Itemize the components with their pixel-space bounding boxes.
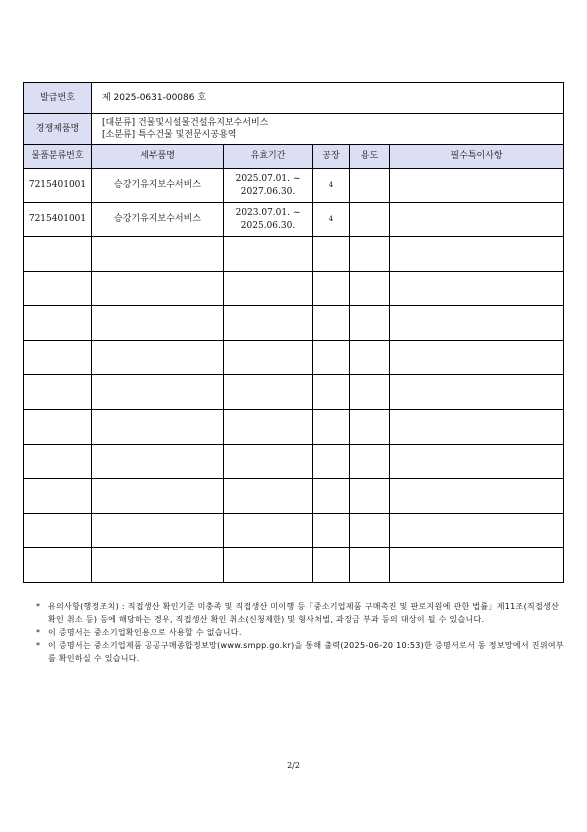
col-header-code: 물품분류번호: [24, 145, 92, 169]
empty-cell: [24, 306, 92, 341]
empty-cell: [224, 479, 313, 514]
empty-table-row: [24, 409, 564, 444]
product-name-label: 경쟁제품명: [24, 114, 92, 145]
empty-cell: [92, 306, 224, 341]
empty-table-row: [24, 513, 564, 548]
empty-cell: [390, 513, 564, 548]
cell-factory: 4: [313, 203, 350, 237]
cell-note: [390, 169, 564, 203]
empty-cell: [313, 237, 350, 272]
cell-item: 승강기유지보수서비스: [92, 203, 224, 237]
empty-table-row: [24, 548, 564, 583]
minor-category: [소분류] 특수건물 및전문시공용역: [102, 130, 237, 140]
empty-cell: [92, 409, 224, 444]
empty-cell: [350, 271, 390, 306]
empty-cell: [224, 548, 313, 583]
empty-cell: [313, 271, 350, 306]
note-item: [36, 639, 566, 665]
note-marker: *: [36, 628, 41, 637]
empty-table-row: [24, 479, 564, 514]
col-header-validity: 유효기간: [224, 145, 313, 169]
empty-cell: [350, 444, 390, 479]
empty-cell: [224, 237, 313, 272]
empty-table-row: [24, 271, 564, 306]
empty-cell: [313, 479, 350, 514]
empty-cell: [224, 271, 313, 306]
cell-code: 7215401001: [24, 203, 92, 237]
column-header-row: [24, 145, 564, 169]
note-text: 이 증명서는 중소기업제품 공공구매종합정보망(www.smpp.go.kr)을 통해 출력(2025-06-20 10:53)한 증명서로서 동 정보망에서 진위여부를 확인하실 수 있습니다.: [48, 641, 564, 663]
col-header-item: 세부품명: [92, 145, 224, 169]
empty-table-row: [24, 306, 564, 341]
empty-cell: [24, 237, 92, 272]
cell-usage: [350, 203, 390, 237]
empty-cell: [224, 513, 313, 548]
note-marker: *: [36, 641, 41, 650]
empty-cell: [313, 444, 350, 479]
empty-cell: [313, 513, 350, 548]
empty-cell: [390, 444, 564, 479]
empty-cell: [390, 479, 564, 514]
cell-validity: 2025.07.01. ~ 2027.06.30.: [224, 169, 313, 203]
empty-cell: [24, 548, 92, 583]
empty-cell: [350, 479, 390, 514]
empty-cell: [390, 409, 564, 444]
empty-cell: [92, 375, 224, 410]
empty-cell: [313, 548, 350, 583]
note-text: 이 증명서는 중소기업확인용으로 사용할 수 없습니다.: [48, 628, 242, 637]
empty-cell: [224, 444, 313, 479]
cell-note: [390, 203, 564, 237]
empty-cell: [24, 409, 92, 444]
note-text: 유의사항(행정조치) : 직접생산 확인기준 미충족 및 직접생산 미이행 등「중소기업제품 구매촉진 및 판로지원에 관한 법률」제11조(직접생산 확인 취소 등) 등에 해당하는 경우, 직접생산 확인 취소(신청제한) 및 형사처벌, 과징금 부과 등의 대상이 될 수 있습니다.: [48, 602, 560, 624]
table-row: [24, 169, 564, 203]
empty-table-row: [24, 375, 564, 410]
empty-cell: [313, 340, 350, 375]
empty-cell: [350, 548, 390, 583]
empty-table-row: [24, 237, 564, 272]
issue-number-row: [24, 83, 564, 114]
empty-cell: [224, 375, 313, 410]
empty-cell: [92, 237, 224, 272]
note-marker: *: [36, 602, 41, 611]
issue-number-value: 제 2025-0631-00086 호: [92, 83, 564, 114]
note-item: [36, 626, 566, 639]
col-header-notes: 필수특이사항: [390, 145, 564, 169]
cell-validity: 2023.07.01. ~ 2025.06.30.: [224, 203, 313, 237]
empty-cell: [350, 513, 390, 548]
empty-cell: [92, 479, 224, 514]
empty-cell: [390, 375, 564, 410]
empty-cell: [313, 409, 350, 444]
empty-cell: [92, 513, 224, 548]
empty-cell: [92, 340, 224, 375]
col-header-usage: 용도: [350, 145, 390, 169]
empty-cell: [390, 548, 564, 583]
cell-code: 7215401001: [24, 169, 92, 203]
cell-usage: [350, 169, 390, 203]
empty-table-row: [24, 340, 564, 375]
empty-cell: [350, 340, 390, 375]
empty-cell: [92, 444, 224, 479]
empty-cell: [92, 548, 224, 583]
issue-number-label: 발급번호: [24, 83, 92, 114]
major-category: [대분류] 건물및시설물건설유지보수서비스: [102, 117, 269, 128]
empty-cell: [350, 409, 390, 444]
empty-cell: [350, 375, 390, 410]
empty-cell: [224, 409, 313, 444]
empty-cell: [92, 271, 224, 306]
empty-cell: [390, 271, 564, 306]
empty-cell: [24, 271, 92, 306]
empty-cell: [390, 340, 564, 375]
empty-cell: [24, 513, 92, 548]
empty-cell: [390, 237, 564, 272]
empty-cell: [350, 306, 390, 341]
empty-cell: [24, 375, 92, 410]
product-name-row: [24, 114, 564, 145]
note-item: [36, 600, 566, 626]
notes-section: [36, 600, 566, 665]
cell-factory: 4: [313, 169, 350, 203]
empty-cell: [224, 306, 313, 341]
empty-cell: [313, 306, 350, 341]
empty-table-row: [24, 444, 564, 479]
empty-cell: [313, 375, 350, 410]
empty-cell: [24, 479, 92, 514]
empty-cell: [224, 340, 313, 375]
certificate-table: [23, 82, 564, 583]
col-header-factory: 공장: [313, 145, 350, 169]
empty-cell: [24, 444, 92, 479]
table-row: [24, 203, 564, 237]
empty-cell: [350, 237, 390, 272]
page-number: 2/2: [287, 761, 300, 770]
empty-cell: [390, 306, 564, 341]
empty-cell: [24, 340, 92, 375]
product-category-cell: [92, 114, 564, 145]
cell-item: 승강기유지보수서비스: [92, 169, 224, 203]
